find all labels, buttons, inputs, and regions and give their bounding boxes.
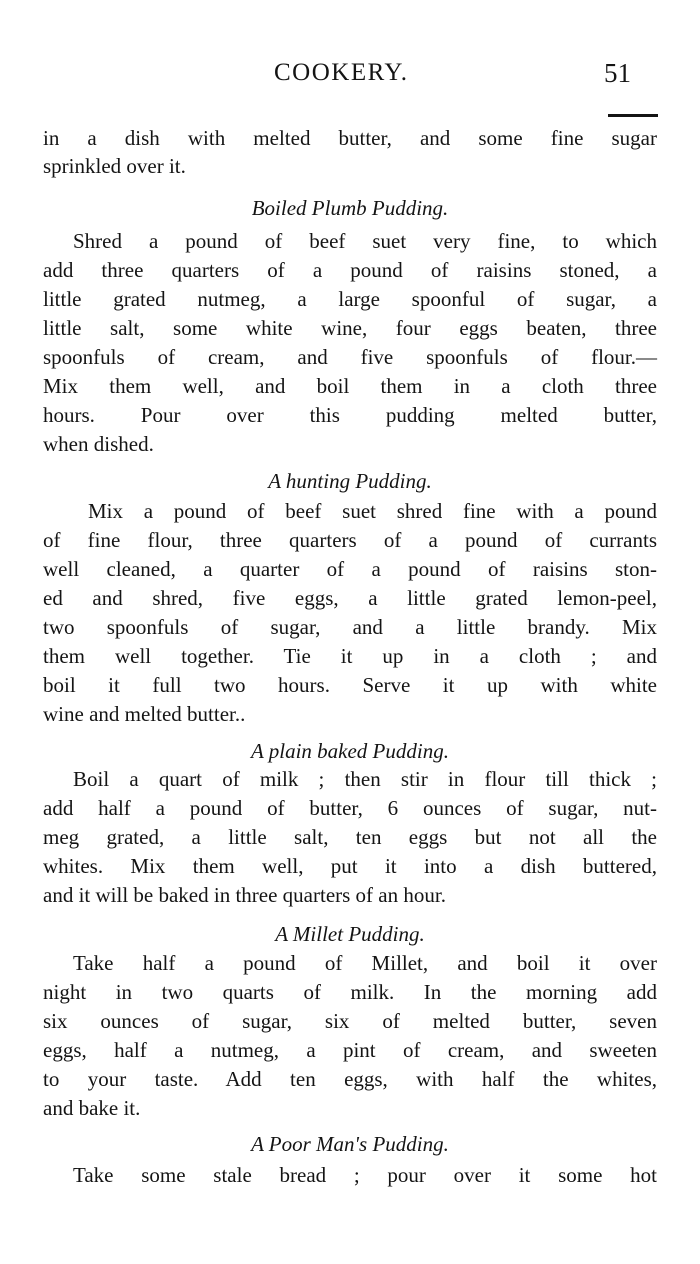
text-line: in a dish with melted butter, and some fine sugar — [43, 126, 657, 150]
text-line: add three quarters of a pound of raisins stoned, a — [43, 258, 657, 282]
text-line: eggs, half a nutmeg, a pint of cream, and sweeten — [43, 1038, 657, 1062]
text-line: spoonfuls of cream, and five spoonfuls of flour.— — [43, 345, 657, 369]
recipe-heading-millet-pudding: A Millet Pudding. — [275, 922, 425, 946]
running-header-title: COOKERY. — [274, 59, 409, 86]
text-line: well cleaned, a quarter of a pound of raisins ston- — [43, 557, 657, 581]
text-line: Take half a pound of Millet, and boil it over — [73, 951, 657, 975]
text-line: hours. Pour over this pudding melted butter, — [43, 403, 657, 427]
text-line: meg grated, a little salt, ten eggs but not all the — [43, 825, 657, 849]
recipe-heading-plain-baked-pudding: A plain baked Pudding. — [251, 739, 449, 763]
text-line: when dished. — [43, 432, 154, 456]
text-line: sprinkled over it. — [43, 154, 186, 178]
text-line: night in two quarts of milk. In the morning add — [43, 980, 657, 1004]
text-line: wine and melted butter.. — [43, 702, 246, 726]
text-line: little salt, some white wine, four eggs beaten, three — [43, 316, 657, 340]
page-number: 51 — [604, 58, 631, 88]
text-line: Take some stale bread ; pour over it some hot — [73, 1163, 657, 1187]
text-line: little grated nutmeg, a large spoonful of sugar, a — [43, 287, 657, 311]
recipe-heading-poor-mans-pudding: A Poor Man's Pudding. — [251, 1132, 449, 1156]
text-line: two spoonfuls of sugar, and a little brandy. Mix — [43, 615, 657, 639]
text-line: add half a pound of butter, 6 ounces of sugar, nut- — [43, 796, 657, 820]
text-line: them well together. Tie it up in a cloth ; and — [43, 644, 657, 668]
text-line: and bake it. — [43, 1096, 141, 1120]
text-line: six ounces of sugar, six of melted butter, seven — [43, 1009, 657, 1033]
text-line: to your taste. Add ten eggs, with half the whites, — [43, 1067, 657, 1091]
recipe-heading-hunting-pudding: A hunting Pudding. — [268, 469, 432, 493]
text-line: boil it full two hours. Serve it up with white — [43, 673, 657, 697]
text-line: Mix them well, and boil them in a cloth three — [43, 374, 657, 398]
text-line: of fine flour, three quarters of a pound of currants — [43, 528, 657, 552]
text-line: Mix a pound of beef suet shred fine with a pound — [88, 499, 657, 523]
text-line: whites. Mix them well, put it into a dish buttered, — [43, 854, 657, 878]
text-line: Boil a quart of milk ; then stir in flour till thick ; — [73, 767, 657, 791]
text-line: Shred a pound of beef suet very fine, to which — [73, 229, 657, 253]
text-line: and it will be baked in three quarters of an hour. — [43, 883, 446, 907]
recipe-heading-boiled-plumb-pudding: Boiled Plumb Pudding. — [251, 196, 449, 220]
text-line: ed and shred, five eggs, a little grated lemon-peel, — [43, 586, 657, 610]
header-rule — [608, 114, 658, 117]
